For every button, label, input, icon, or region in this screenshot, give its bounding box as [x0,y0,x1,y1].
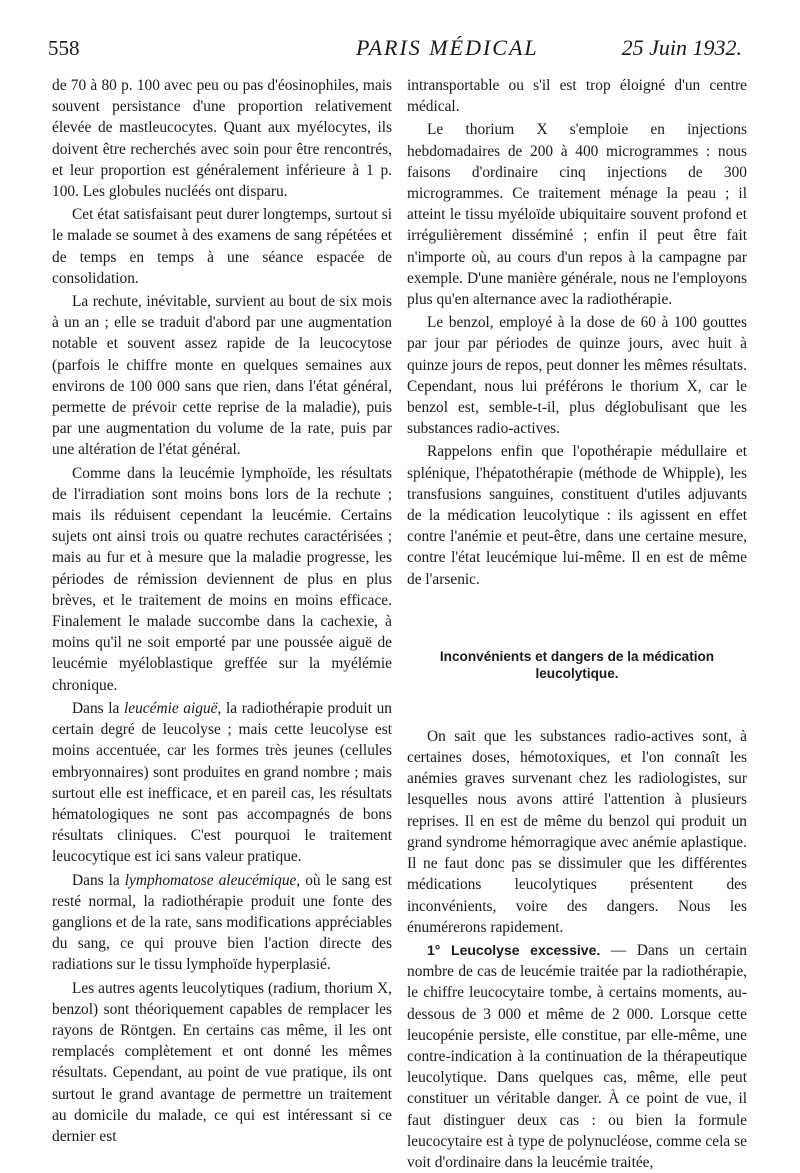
paragraph: de 70 à 80 p. 100 avec peu ou pas d'éosinophiles, mais souvent persistance d'une proportion relativement élevée de mastleucocytes. Quant aux myélocytes, ils doivent être recherchés avec soin pour être rencontrés, et leur proportion est généralement inférieure à 1 p. 100. Les globules nucléés ont disparu. [52,77,392,201]
issue-date: 25 Juin 1932. [621,35,742,60]
page-number: 558 [48,36,80,60]
running-header [48,32,742,62]
paragraph: Les autres agents leucolytiques (radium, thorium X, benzol) sont théoriquement capables de remplacer les rayons de Röntgen. En certains cas même, il les ont remplacés complètement et ont donné les mêmes résultats. Cependant, au point de vue pratique, ils ont surtout le grand avantage de permettre un traitement au domicile du malade, ce qui est intéressant si ce dernier est [52,979,392,1145]
paragraph: Rappelons enfin que l'opothérapie médullaire et splénique, l'hépatothérapie (méthode de Whipple), les transfusions sanguines, constituent d'utiles adjuvants de la médication leucolytique : ils agissent en effet contre l'anémie et peut-être, dans une certaine mesure, contre l'état leucémique lui-même. Il en est de même de l'arsenic. [407,443,747,588]
italic-term: leucémie aiguë [124,699,218,717]
text-run: Dans la [72,699,124,717]
text-run: Dans la [72,871,125,889]
italic-term: lymphomatose aleucémique [124,871,297,889]
left-column [52,75,392,1147]
paragraph: La rechute, inévitable, survient au bout de six mois à un an ; elle se traduit d'abord par une augmentation notable et souvent assez rapide de la leucocytose (parfois le chiffre monte en quelques semaines aux environs de 100 000 sans que rien, dans l'état général, permette de prévoir cette reprise de la maladie), puis par une augmentation du volume de la rate, puis par une altération de l'état général. [52,293,392,459]
paragraph [52,698,392,868]
paragraph: On sait que les substances radio-actives sont, à certaines doses, hémotoxiques, et l'on connaît les anémies graves survenant chez les radiologistes, sur lesquelles nous avons attiré l'attention à plusieurs reprises. Il en est de même du benzol qui produit un grand syndrome hémorragique avec anémie aplastique. Il ne faut donc pas se dissimuler que les différentes médications leucolytiques présentent des inconvénients, voire des dangers. Nous les énumérerons rapidement. [407,727,747,936]
right-column [407,75,747,1173]
subsection-heading: 1° Leucolyse excessive. [427,941,601,958]
paragraph: Comme dans la leucémie lymphoïde, les résultats de l'irradiation sont moins bons lors de la rechute ; mais ils réduisent cependant la leucémie. Certains sujets ont ainsi trois ou quatre rechutes caractérisées ; mais au fur et à mesure que la maladie progresse, les périodes de rémission deviennent de plus en plus brèves, et le traitement de moins en moins efficace. Finalement le malade succombe dans la cachexie, à moins qu'il ne soit emporté par une poussée aiguë de leucémie myéloblastique greffée sur la myélémie chronique. [52,464,392,694]
paragraph: Cet état satisfaisant peut durer longtemps, surtout si le malade se soumet à des examens de sang répétées et de temps en temps à une séance espacée de consolidation. [52,206,392,287]
paragraph: Le benzol, employé à la dose de 60 à 100 gouttes par jour par périodes de quinze jours, avec huit à quinze jours de repos, peut donner les mêmes résultats. Cependant, nous lui préférons le thorium X, car le benzol est, semble-t-il, plus déglobulisant que les substances radio-actives. [407,314,747,438]
text-run: , où le sang est resté normal, la radiothérapie produit une fonte des ganglions et de la rate, sans modifications appréciables du sang, ce qui prouve bien l'action directe des radiations sur le tissu lymphoïde hyperplasié. [52,871,392,974]
journal-title: PARIS MÉDICAL [356,35,539,60]
paragraph [407,940,747,1173]
paragraph: Le thorium X s'emploie en injections hebdomadaires de 200 à 400 microgrammes : nous faisons d'ordinaire cinq injections de 300 microgrammes. Ce traitement ménage la peau ; il atteint le tissu myéloïde ubiquitaire souvent profond et irrégulièrement disséminé ; enfin il peut être fait n'importe où, au cours d'un repos à la campagne par exemple. D'une manière générale, nous ne l'employons plus qu'en alternance avec la radiothérapie. [407,121,747,309]
text-run: , la radiothérapie produit un certain degré de leucolyse ; mais cette leucolyse est moins accentuée, car les formes très jeunes (cellules embryonnaires) sont produites en grand nombre ; mais surtout elle est inefficace, et en pareil cas, les résultats hématologiques ne sont pas accompagnés de bons résultats cliniques. C'est pourquoi le traitement leucocytique est ici sans valeur pratique. [52,699,393,866]
paragraph: intransportable ou s'il est trop éloigné d'un centre médical. [407,77,747,116]
text-run: — Dans un certain nombre de cas de leucémie traitée par la radiothérapie, le chiffre leucocytaire tombe, à certains moments, au-dessous de 3 000 et même de 2 000. Lorsque cette leucopénie persiste, elle constitue, par elle-même, une contre-indication à la continuation de la thérapeutique leucolytique. Dans quelques cas, même, elle peut constituer un véritable danger. À ce point de vue, il faut distinguer deux cas : ou bien la formule leucocytaire est à type de polynucléose, comme cela se voit d'ordinaire dans la leucémie traitée, [407,941,747,1171]
paragraph [52,870,392,976]
section-heading: Inconvénients et dangers de la médication leucolytique. [439,648,715,681]
